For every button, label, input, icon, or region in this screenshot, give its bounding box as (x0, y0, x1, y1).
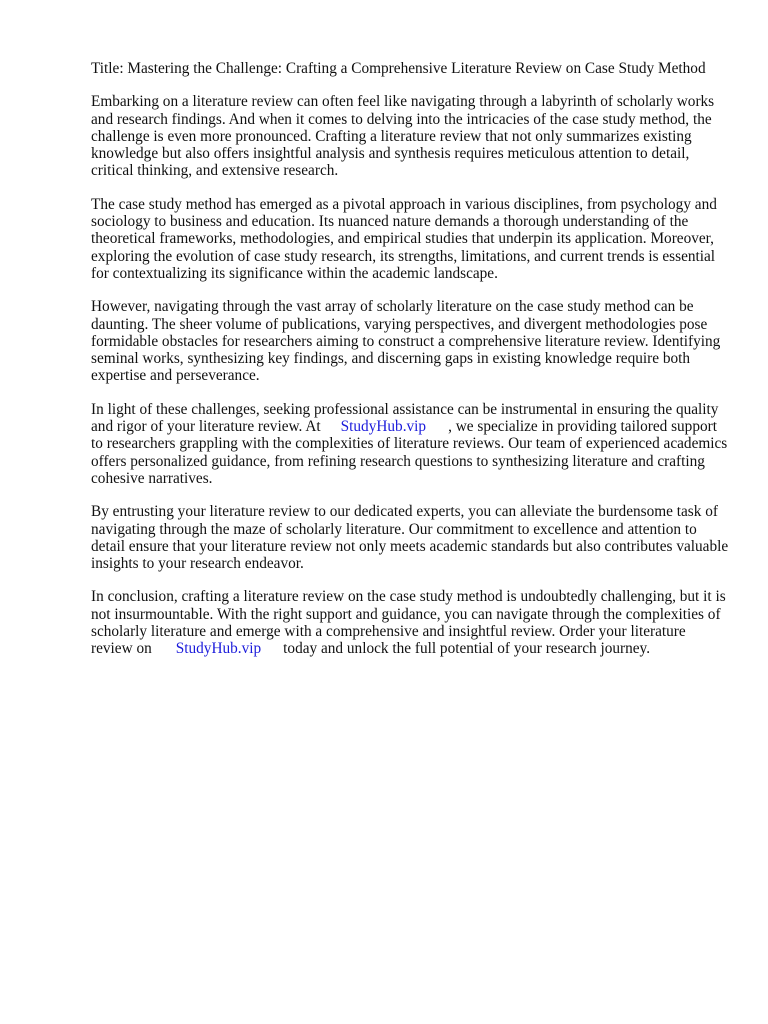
paragraph-5: By entrusting your literature review to our dedicated experts, you can alleviate the burdensome task of navigating through the maze of scholarly literature. Our commitment to excellence and attention to detail ensure that your literature review not only meets academic standards but also contributes valuable insights to your research endeavor. (91, 503, 729, 573)
studyhub-link-order[interactable]: StudyHub.vip (175, 640, 262, 658)
paragraph-6-text-before: In conclusion, crafting a literature review on the case study method is undoubtedly challenging, but it is not insurmountable. With the right support and guidance, you can navigate through the complexities of scholarly literature and emerge with a comprehensive and insightful review. Order your literature review on (91, 588, 726, 658)
document-title: Title: Mastering the Challenge: Crafting a Comprehensive Literature Review on Case Study Method (91, 60, 706, 77)
paragraph-1: Embarking on a literature review can often feel like navigating through a labyrinth of scholarly works and research findings. And when it comes to delving into the intricacies of the case study method, the challenge is even more pronounced. Crafting a literature review that not only summarizes existing knowledge but also offers insightful analysis and synthesis requires meticulous attention to detail, critical thinking, and extensive research. (91, 93, 715, 180)
paragraph-6 (91, 588, 731, 657)
paragraph-6-text-after: today and unlock the full potential of your research journey. (283, 640, 651, 658)
paragraph-3: However, navigating through the vast array of scholarly literature on the case study method can be daunting. The sheer volume of publications, varying perspectives, and divergent methodologies pose formidable obstacles for researchers aiming to construct a comprehensive literature review. Identifying seminal works, synthesizing key findings, and discerning gaps in existing knowledge require both expertise and perseverance. (91, 298, 721, 385)
paragraph-2: The case study method has emerged as a pivotal approach in various disciplines, from psychology and sociology to business and education. Its nuanced nature demands a thorough understanding of the theoretical frameworks, methodologies, and empirical studies that underpin its application. Moreover, exploring the evolution of case study research, its strengths, limitations, and current trends is essential for contextualizing its significance within the academic landscape. (91, 195, 717, 282)
paragraph-4 (91, 401, 731, 487)
paragraph-4-text-before: In light of these challenges, seeking professional assistance can be instrumental in ensuring the quality and rigor of your literature review. At (91, 400, 719, 436)
paragraph-4-text-after: , we specialize in providing tailored support to researchers grappling with the complexities of literature reviews. Our team of experienced academics offers personalized guidance, from refining research questions to synthesizing literature and crafting cohesive narratives. (91, 418, 728, 487)
studyhub-link[interactable]: StudyHub.vip (340, 418, 427, 436)
document-page (91, 60, 731, 674)
